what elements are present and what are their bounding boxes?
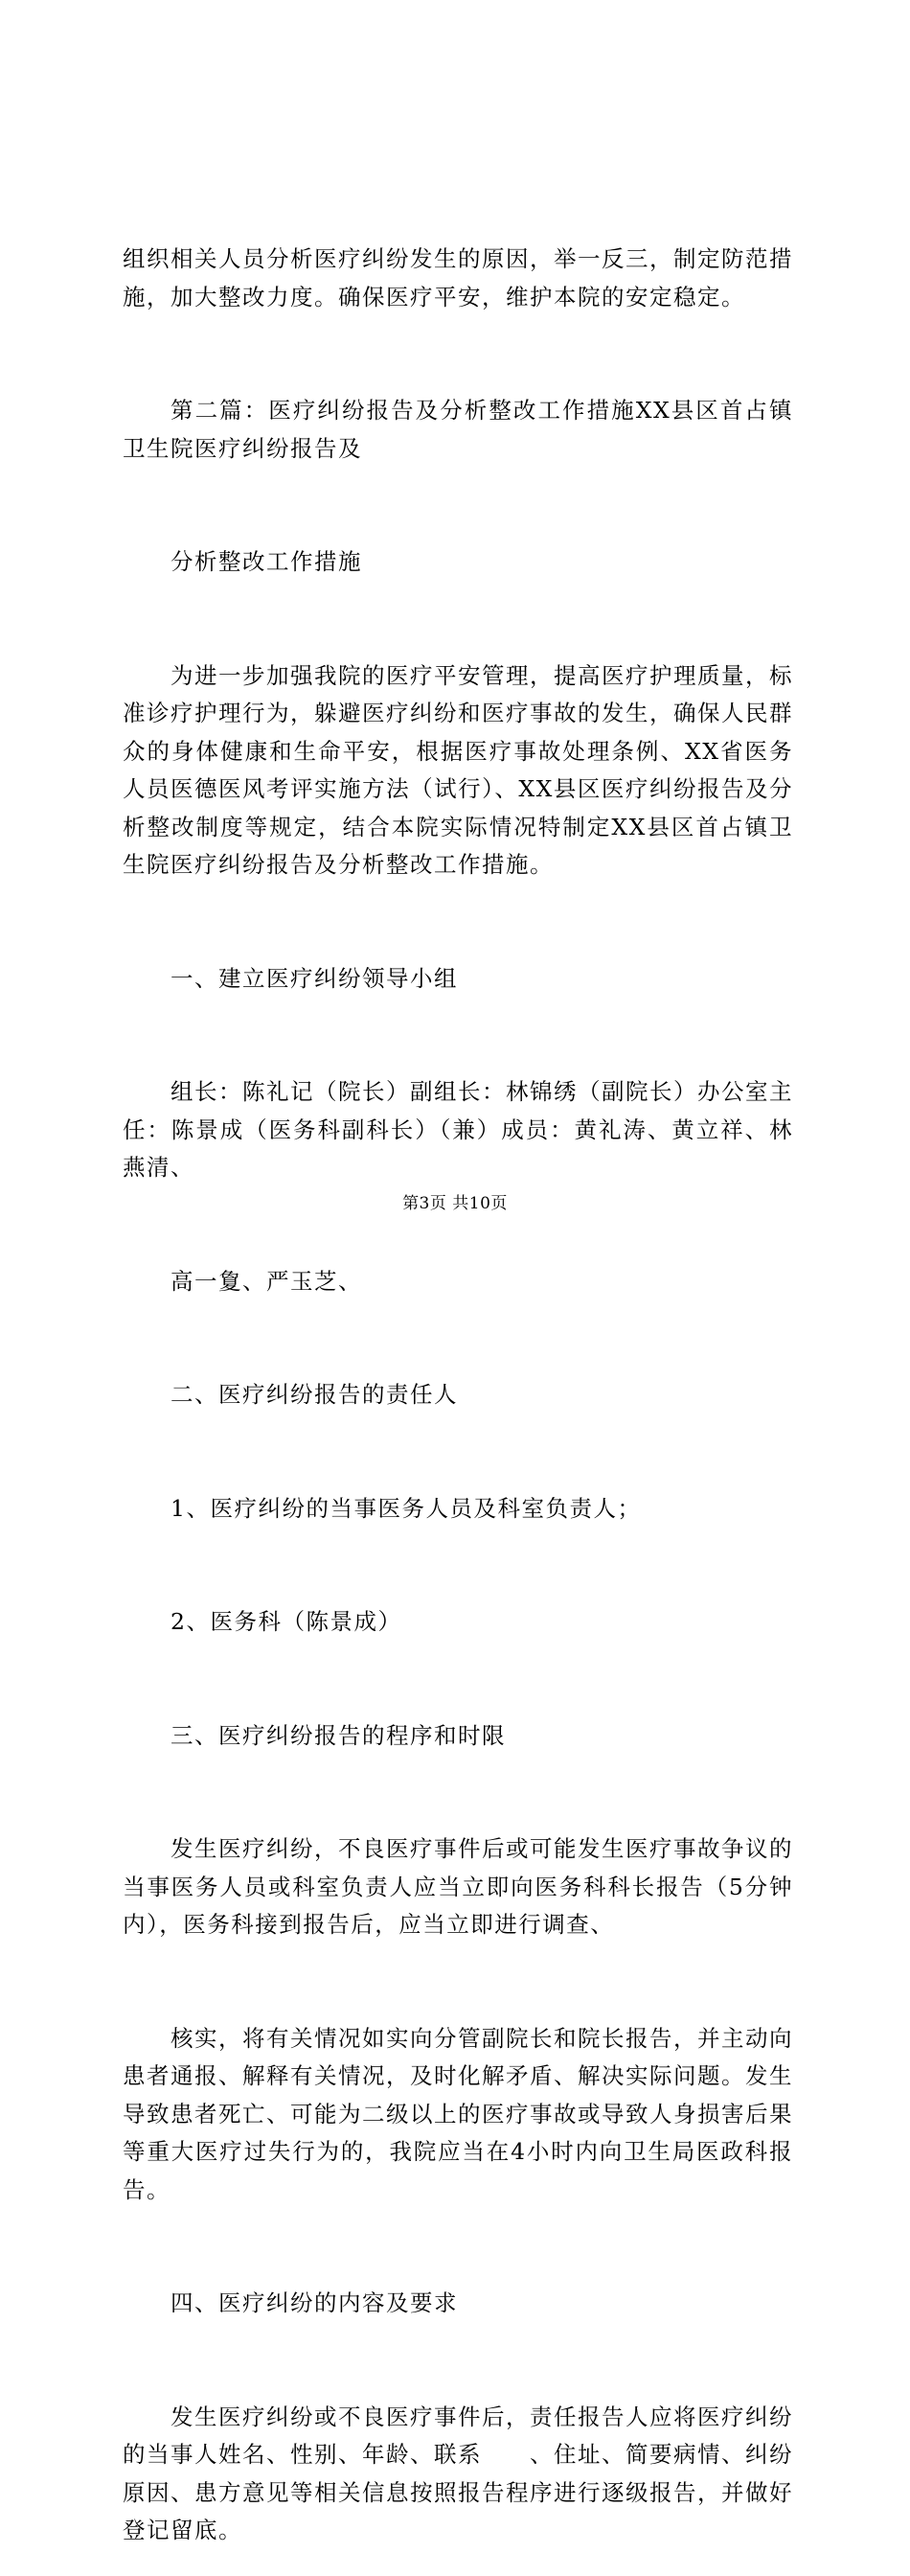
heading-report-procedure: 三、医疗纠纷报告的程序和时限 [171, 1721, 506, 1749]
paragraph-2-section-title: 第二篇：医疗纠纷报告及分析整改工作措施XX县区首占镇卫生院医疗纠纷报告及 [123, 397, 793, 462]
paragraph-report-procedure: 发生医疗纠纷，不良医疗事件后或可能发生医疗事故争议的当事医务人员或科室负责人应当立即向医务科科长报告（5分钟内），医务科接到报告后，应当立即进行调查、 [123, 1835, 793, 1938]
list-item-responsible-2: 2、医务科（陈景成） [171, 1608, 402, 1635]
document-body [123, 165, 793, 2576]
paragraph-report-content: 发生医疗纠纷或不良医疗事件后，责任报告人应将医疗纠纷的当事人姓名、性别、年龄、联系 、住址、简要病情、纠纷原因、患方意见等相关信息按照报告程序进行逐级报告，并做好登记留底。 [123, 2403, 793, 2543]
paragraph-group-members: 组长：陈礼记（院长）副组长：林锦绣（副院长）办公室主任：陈景成（医务科副科长）（兼）成员：黄礼涛、黄立祥、林燕清、 [123, 1078, 793, 1181]
paragraph-report-procedure-continued: 核实，将有关情况如实向分管副院长和院长报告，并主动向患者通报、解释有关情况，及时化解矛盾、解决实际问题。发生导致患者死亡、可能为二级以上的医疗事故或导致人身损害后果等重大医疗过失行为的，我院应当在4小时内向卫生局医政科报告。 [123, 2024, 793, 2203]
paragraph-1: 组织相关人员分析医疗纠纷发生的原因，举一反三，制定防范措施，加大整改力度。确保医疗平安，维护本院的安定稳定。 [123, 245, 793, 310]
paragraph-group-members-continued: 高一夐、严玉芝、 [171, 1267, 362, 1295]
page-number-footer: 第3页 共10页 [402, 1194, 508, 1213]
paragraph-3-title-continued: 分析整改工作措施 [171, 548, 362, 575]
heading-report-content: 四、医疗纠纷的内容及要求 [171, 2289, 458, 2316]
paragraph-4-introduction: 为进一步加强我院的医疗平安管理，提高医疗护理质量，标准诊疗护理行为，躲避医疗纠纷和医疗事故的发生，确保人民群众的身体健康和生命平安，根据医疗事故处理条例、XX省医务人员医德医风考评实施方法（试行）、XX县区医疗纠纷报告及分析整改制度等规定，结合本院实际情况特制定XX县区首占镇卫生院医疗纠纷报告及分析整改工作措施。 [123, 661, 793, 878]
list-item-responsible-1: 1、医疗纠纷的当事医务人员及科室负责人； [171, 1494, 642, 1522]
heading-leadership-group: 一、建立医疗纠纷领导小组 [171, 964, 458, 992]
heading-responsible-persons: 二、医疗纠纷报告的责任人 [171, 1381, 458, 1408]
